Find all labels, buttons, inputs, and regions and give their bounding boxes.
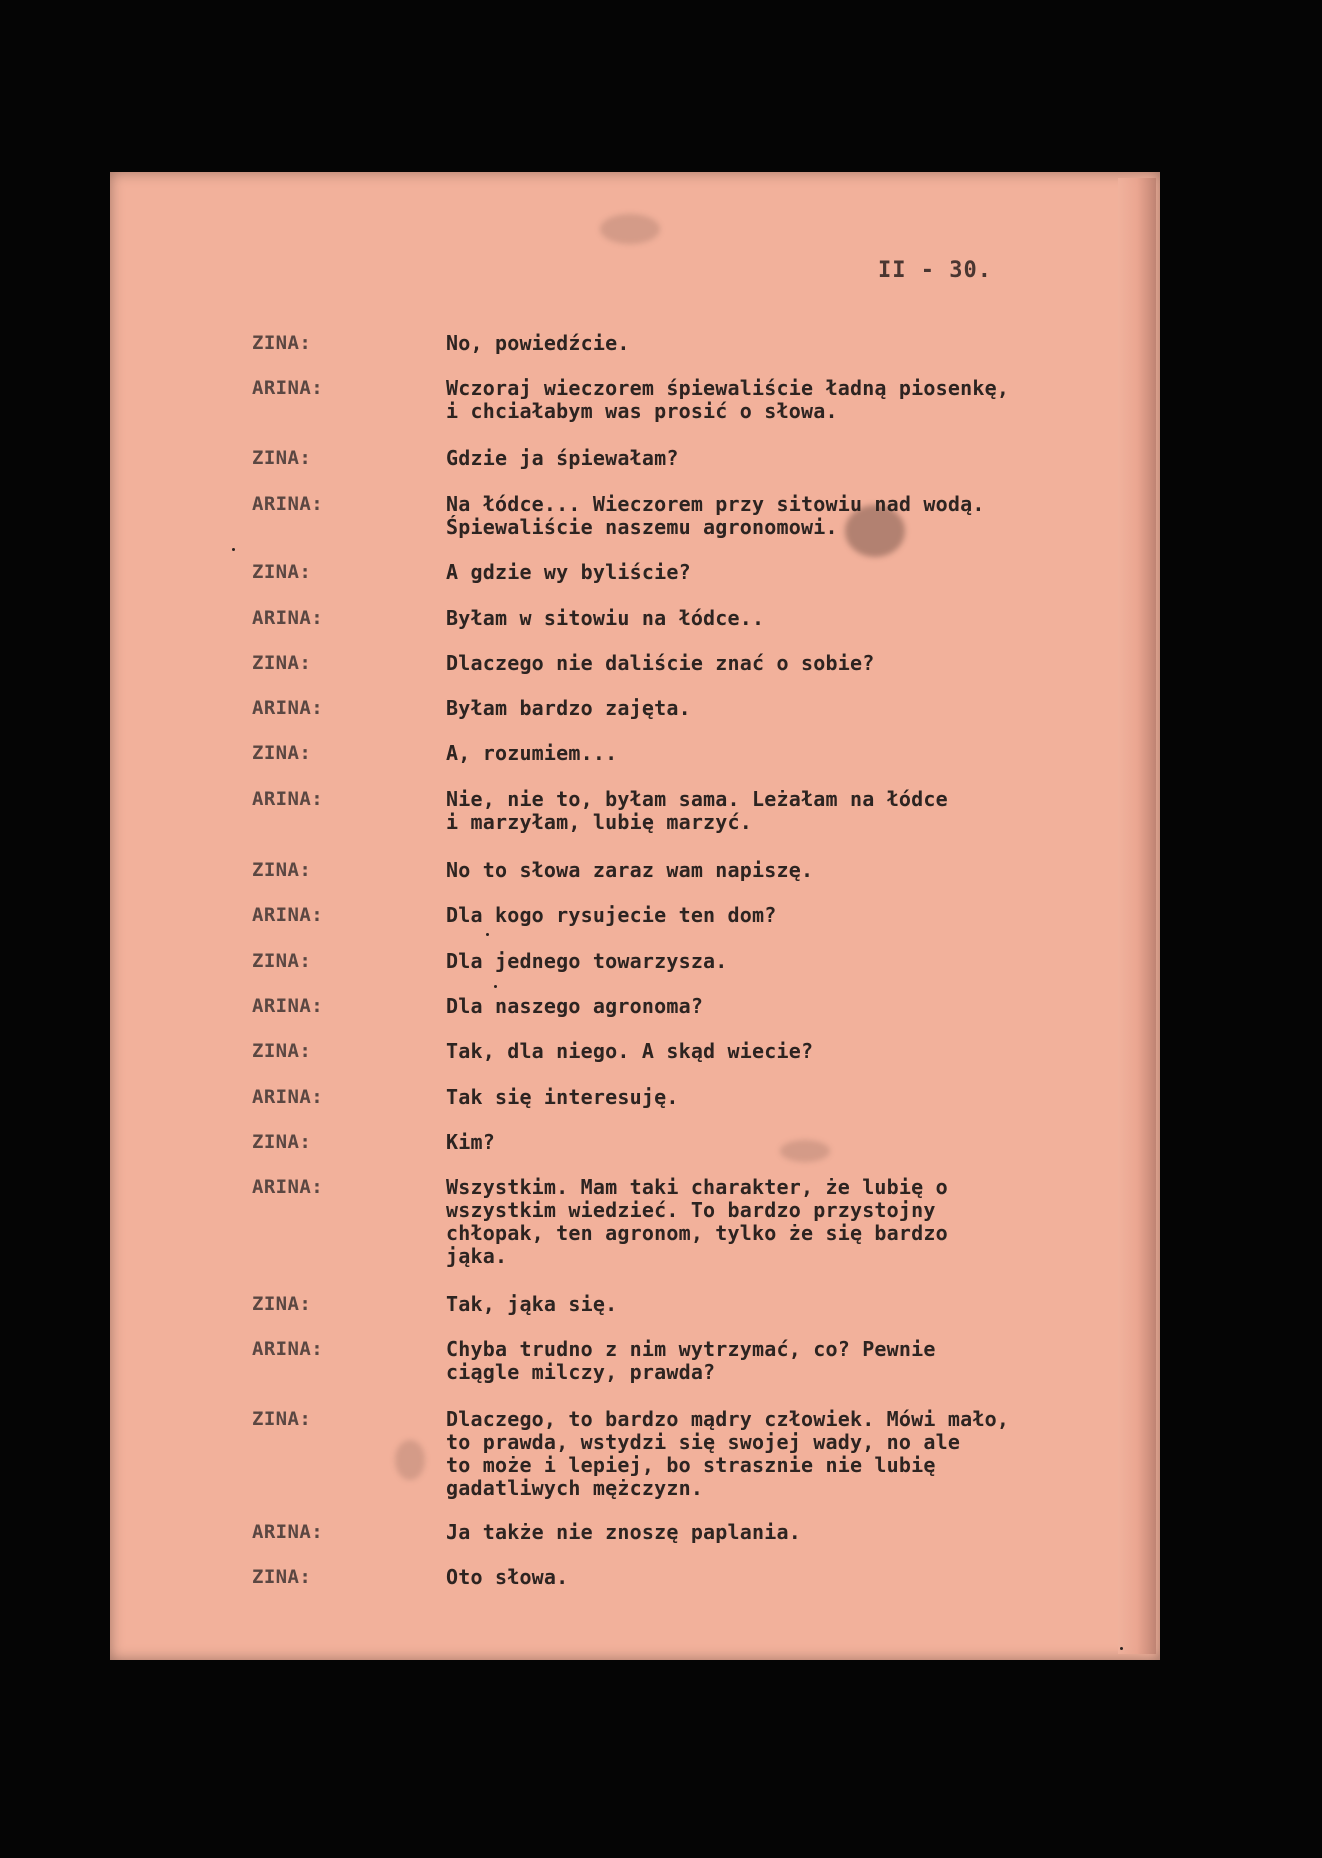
dialogue-line: Kim? bbox=[446, 1130, 495, 1154]
speaker-name: ZINA: bbox=[252, 332, 312, 354]
dialogue-line: Wczoraj wieczorem śpiewaliście ładną piosenkę, i chciałabym was prosić o słowa. bbox=[446, 376, 1010, 423]
dialogue-line: Chyba trudno z nim wytrzymać, co? Pewnie ciągle milczy, prawda? bbox=[446, 1337, 936, 1384]
dialogue-line: Gdzie ja śpiewałam? bbox=[446, 446, 679, 470]
ink-smudge bbox=[395, 1440, 425, 1480]
speaker-name: ZINA: bbox=[252, 447, 312, 469]
speaker-name: ARINA: bbox=[252, 697, 324, 719]
ink-speck bbox=[1120, 1647, 1123, 1650]
speaker-name: ARINA: bbox=[252, 904, 324, 926]
speaker-name: ZINA: bbox=[252, 859, 312, 881]
speaker-name: ZINA: bbox=[252, 561, 312, 583]
ink-speck bbox=[486, 933, 489, 936]
dialogue-line: Oto słowa. bbox=[446, 1565, 569, 1589]
dialogue-line: A gdzie wy byliście? bbox=[446, 560, 691, 584]
dialogue-line: Byłam bardzo zajęta. bbox=[446, 696, 691, 720]
dialogue-line: Dla kogo rysujecie ten dom? bbox=[446, 903, 777, 927]
speaker-name: ZINA: bbox=[252, 1566, 312, 1588]
speaker-name: ARINA: bbox=[252, 607, 324, 629]
speaker-name: ZINA: bbox=[252, 1040, 312, 1062]
ink-smudge bbox=[600, 214, 660, 244]
dialogue-line: Wszystkim. Mam taki charakter, że lubię o wszystkim wiedzieć. To bardzo przystojny chłopak, ten agronom, tylko że się bardzo jąka. bbox=[446, 1175, 948, 1268]
dialogue-line: Tak, jąka się. bbox=[446, 1292, 618, 1316]
dialogue-line: Nie, nie to, byłam sama. Leżałam na łódce i marzyłam, lubię marzyć. bbox=[446, 787, 948, 834]
dialogue-line: Dlaczego nie daliście znać o sobie? bbox=[446, 651, 875, 675]
speaker-name: ZINA: bbox=[252, 742, 312, 764]
dialogue-line: Byłam w sitowiu na łódce.. bbox=[446, 606, 765, 630]
dialogue-line: Dlaczego, to bardzo mądry człowiek. Mówi mało, to prawda, wstydzi się swojej wady, no ale to może i lepiej, bo strasznie nie lubię gadatliwych mężczyzn. bbox=[446, 1407, 1010, 1500]
page-number: II - 30. bbox=[878, 258, 992, 283]
dialogue-line: A, rozumiem... bbox=[446, 741, 618, 765]
speaker-name: ARINA: bbox=[252, 1338, 324, 1360]
speaker-name: ZINA: bbox=[252, 1131, 312, 1153]
speaker-name: ZINA: bbox=[252, 1293, 312, 1315]
dialogue-line: No, powiedźcie. bbox=[446, 331, 630, 355]
dialogue-line: Dla jednego towarzysza. bbox=[446, 949, 728, 973]
dialogue-line: Tak, dla niego. A skąd wiecie? bbox=[446, 1039, 814, 1063]
speaker-name: ARINA: bbox=[252, 377, 324, 399]
speaker-name: ARINA: bbox=[252, 1176, 324, 1198]
speaker-name: ZINA: bbox=[252, 950, 312, 972]
ink-speck bbox=[494, 985, 497, 988]
speaker-name: ARINA: bbox=[252, 1086, 324, 1108]
speaker-name: ZINA: bbox=[252, 1408, 312, 1430]
speaker-name: ARINA: bbox=[252, 493, 324, 515]
speaker-name: ZINA: bbox=[252, 652, 312, 674]
speaker-name: ARINA: bbox=[252, 1521, 324, 1543]
dialogue-line: Ja także nie znoszę paplania. bbox=[446, 1520, 801, 1544]
page-stack-edge bbox=[1118, 178, 1156, 1654]
dialogue-line: Tak się interesuję. bbox=[446, 1085, 679, 1109]
dialogue-line: Na łódce... Wieczorem przy sitowiu nad wodą. Śpiewaliście naszemu agronomowi. bbox=[446, 492, 985, 539]
speaker-name: ARINA: bbox=[252, 995, 324, 1017]
ink-speck bbox=[232, 548, 235, 551]
dialogue-line: Dla naszego agronoma? bbox=[446, 994, 704, 1018]
dialogue-line: No to słowa zaraz wam napiszę. bbox=[446, 858, 814, 882]
speaker-name: ARINA: bbox=[252, 788, 324, 810]
